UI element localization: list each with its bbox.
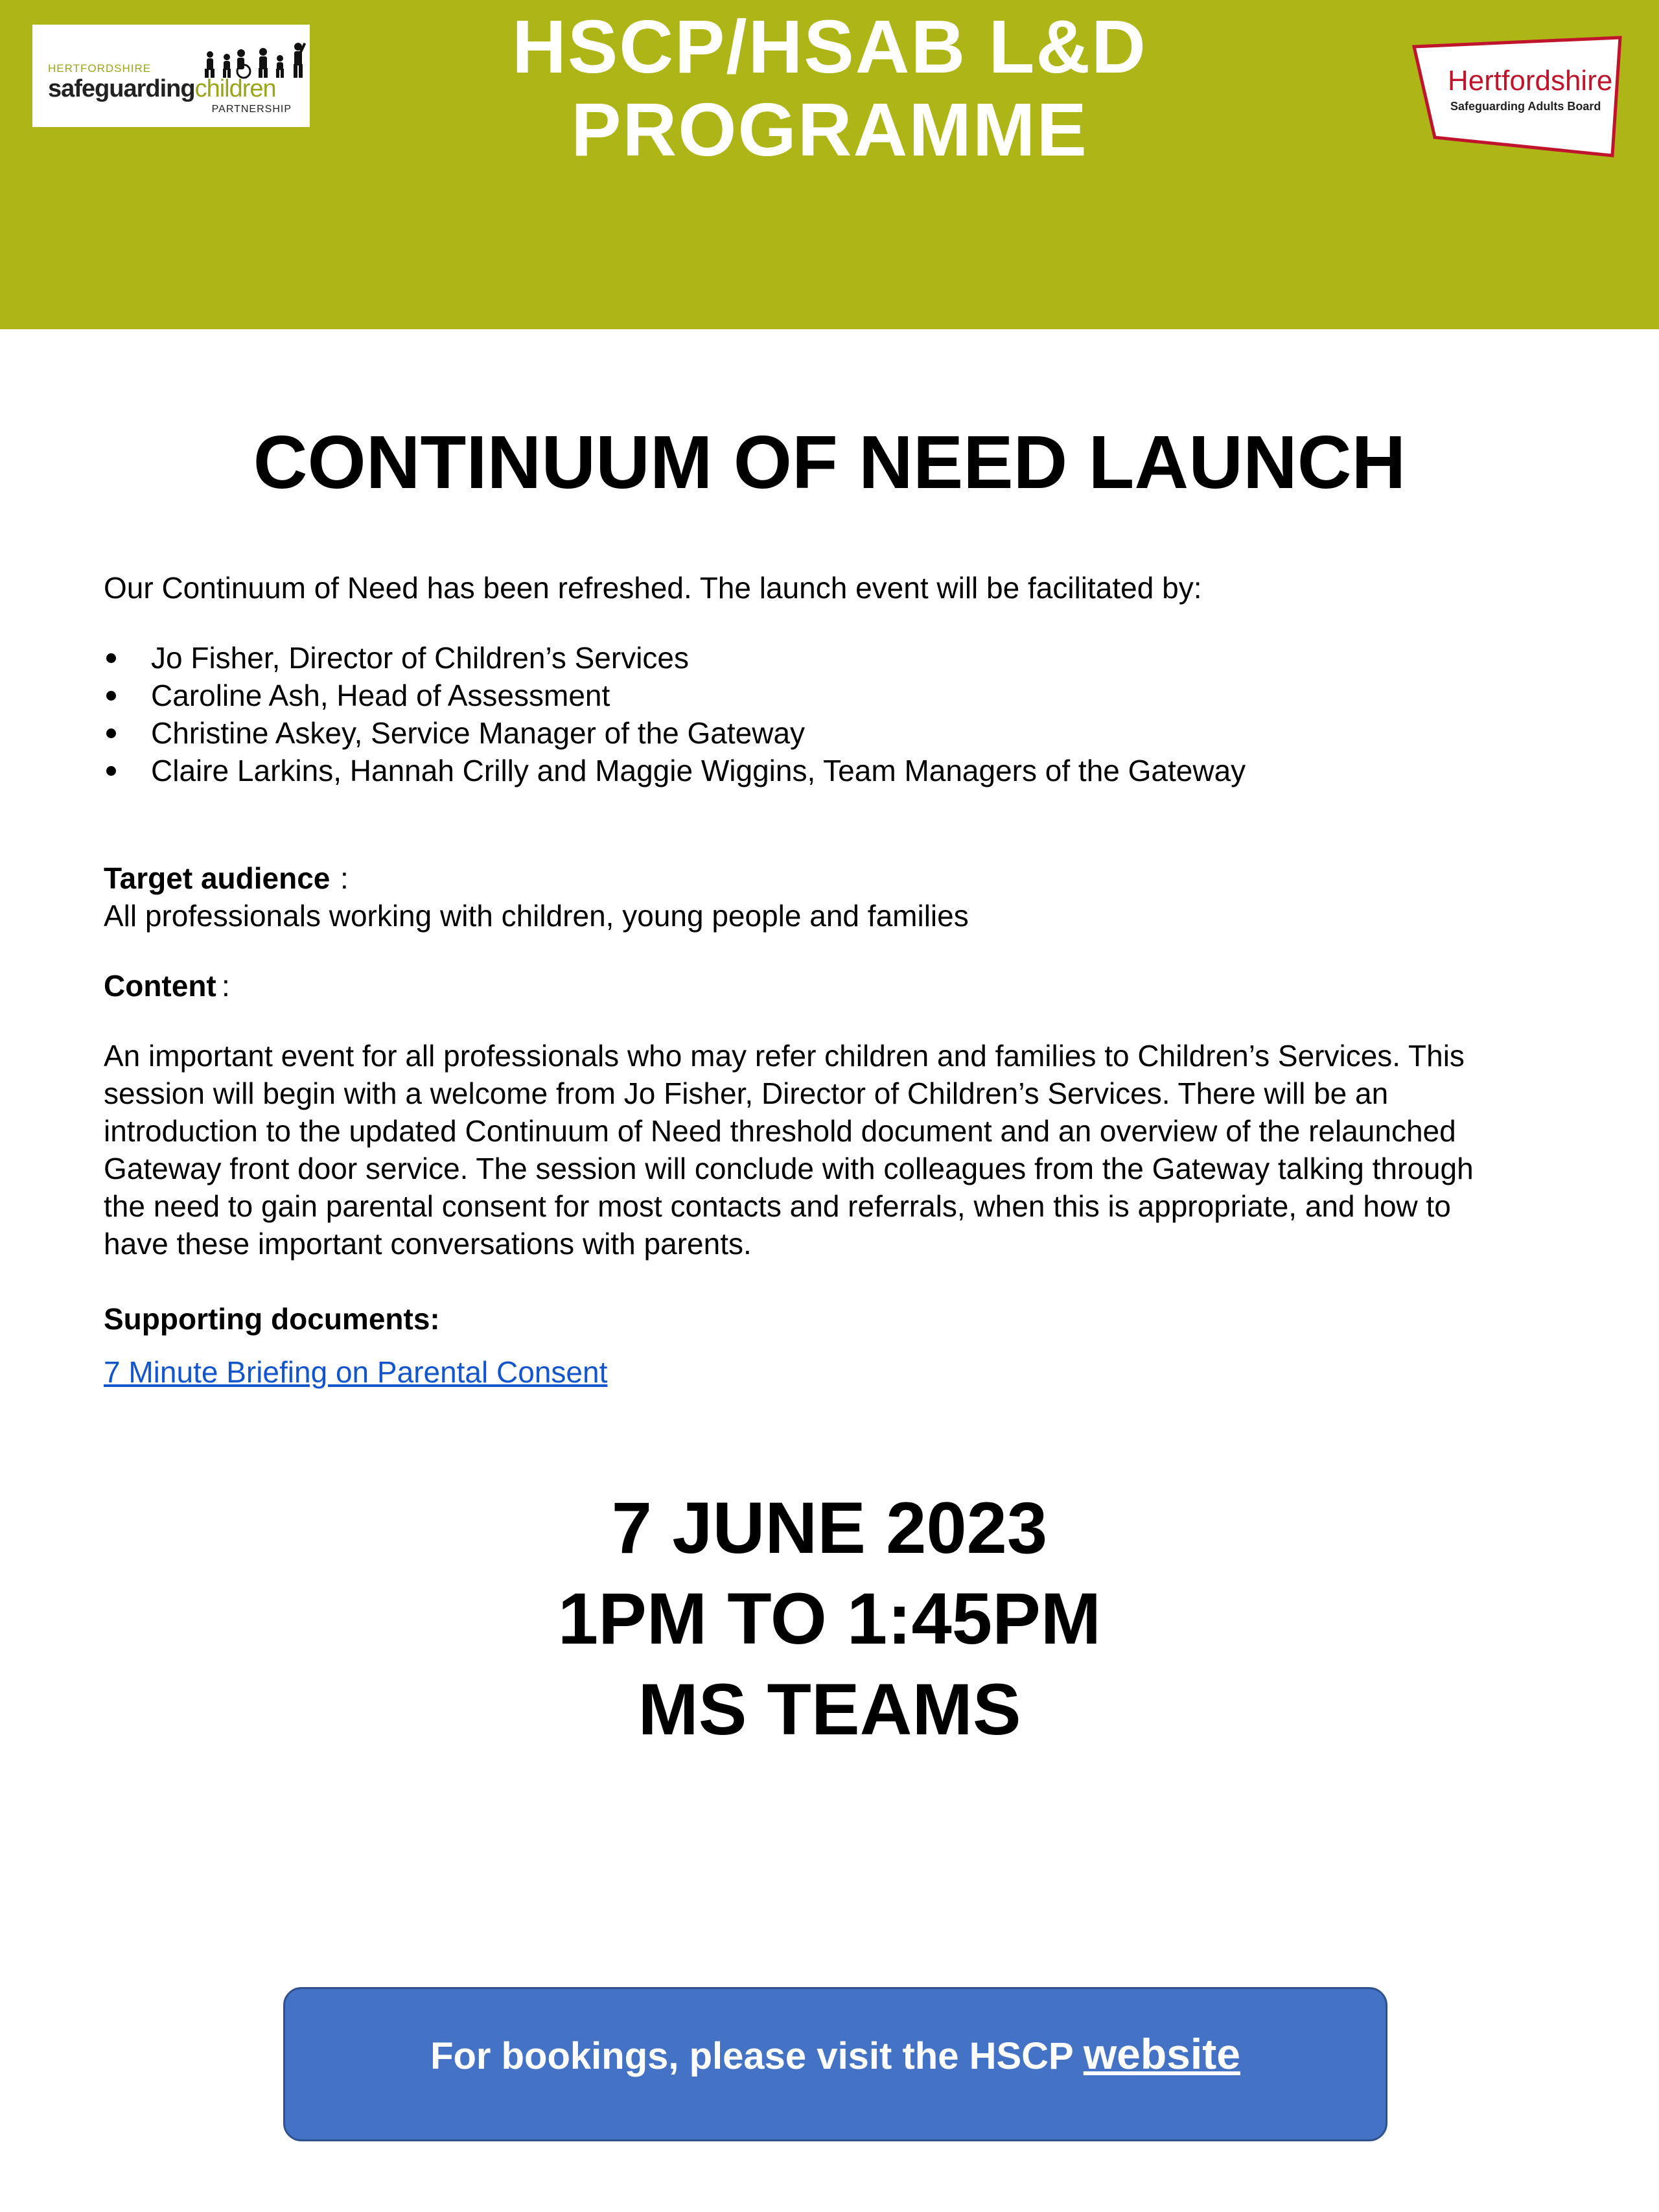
event-venue: MS TEAMS — [638, 1669, 1021, 1750]
bullet-icon — [106, 728, 116, 738]
supporting-documents-label: Supporting documents: — [104, 1302, 440, 1336]
list-item — [104, 752, 1246, 789]
logo-subtitle: PARTNERSHIP — [211, 104, 292, 115]
list-item — [104, 677, 1246, 714]
programme-title-line1: HSCP/HSAB L&D — [512, 5, 1147, 89]
facilitator-text: Christine Askey, Service Manager of the Gateway — [151, 716, 806, 750]
logo-name-part1: safeguarding — [48, 75, 195, 102]
booking-banner — [283, 1987, 1387, 2141]
target-audience-label: Target audience — [104, 861, 331, 895]
content-line: An important event for all professionals who may refer children and families to Children’s Services. This — [104, 1039, 1465, 1073]
booking-label: For bookings, please visit the HSCP — [430, 2035, 1084, 2077]
content-line: have these important conversations with parents. — [104, 1227, 752, 1261]
target-audience-colon: : — [340, 861, 349, 895]
facilitator-text: Jo Fisher, Director of Children’s Services — [151, 641, 689, 675]
booking-text — [285, 2028, 1386, 2082]
facilitator-text: Claire Larkins, Hannah Crilly and Maggie Wiggins, Team Managers of the Gateway — [151, 754, 1246, 787]
bullet-icon — [106, 766, 116, 776]
programme-title-line2: PROGRAMME — [571, 87, 1088, 172]
hsab-logo — [1409, 35, 1625, 158]
logo-county-text: HERTFORDSHIRE — [48, 62, 152, 75]
bullet-icon — [106, 691, 116, 701]
logo-name-part2: children — [194, 75, 276, 102]
facilitator-list — [104, 639, 1246, 789]
list-item — [104, 639, 1246, 677]
facilitator-text: Caroline Ash, Head of Assessment — [151, 679, 610, 712]
bullet-icon — [106, 653, 116, 663]
content-line: Gateway front door service. The session will conclude with colleagues from the Gateway talking through — [104, 1152, 1474, 1185]
website-link[interactable]: website — [1083, 2030, 1240, 2078]
list-item — [104, 714, 1246, 752]
event-title: CONTINUUM OF NEED LAUNCH — [253, 420, 1406, 504]
hsab-logo-name: Hertfordshire — [1448, 65, 1613, 97]
event-time: 1PM TO 1:45PM — [557, 1578, 1102, 1659]
event-date: 7 JUNE 2023 — [611, 1487, 1048, 1568]
content-line: introduction to the updated Continuum of Need threshold document and an overview of the relaunched — [104, 1114, 1456, 1148]
target-audience-text: All professionals working with children, young people and families — [104, 899, 969, 933]
parental-consent-briefing-link[interactable]: 7 Minute Briefing on Parental Consent — [104, 1355, 608, 1389]
content-colon: : — [222, 969, 230, 1003]
hsab-logo-tagline: Safeguarding Adults Board — [1450, 100, 1601, 113]
content-paragraph — [104, 1037, 1646, 1263]
header-banner — [0, 0, 1659, 329]
content-label: Content — [104, 969, 216, 1003]
intro-text: Our Continuum of Need has been refreshed. The launch event will be facilitated by: — [104, 571, 1202, 605]
content-line: the need to gain parental consent for most contacts and referrals, when this is appropriate, and how to — [104, 1189, 1451, 1223]
content-line: session will begin with a welcome from Jo Fisher, Director of Children’s Services. There will be an — [104, 1077, 1389, 1110]
